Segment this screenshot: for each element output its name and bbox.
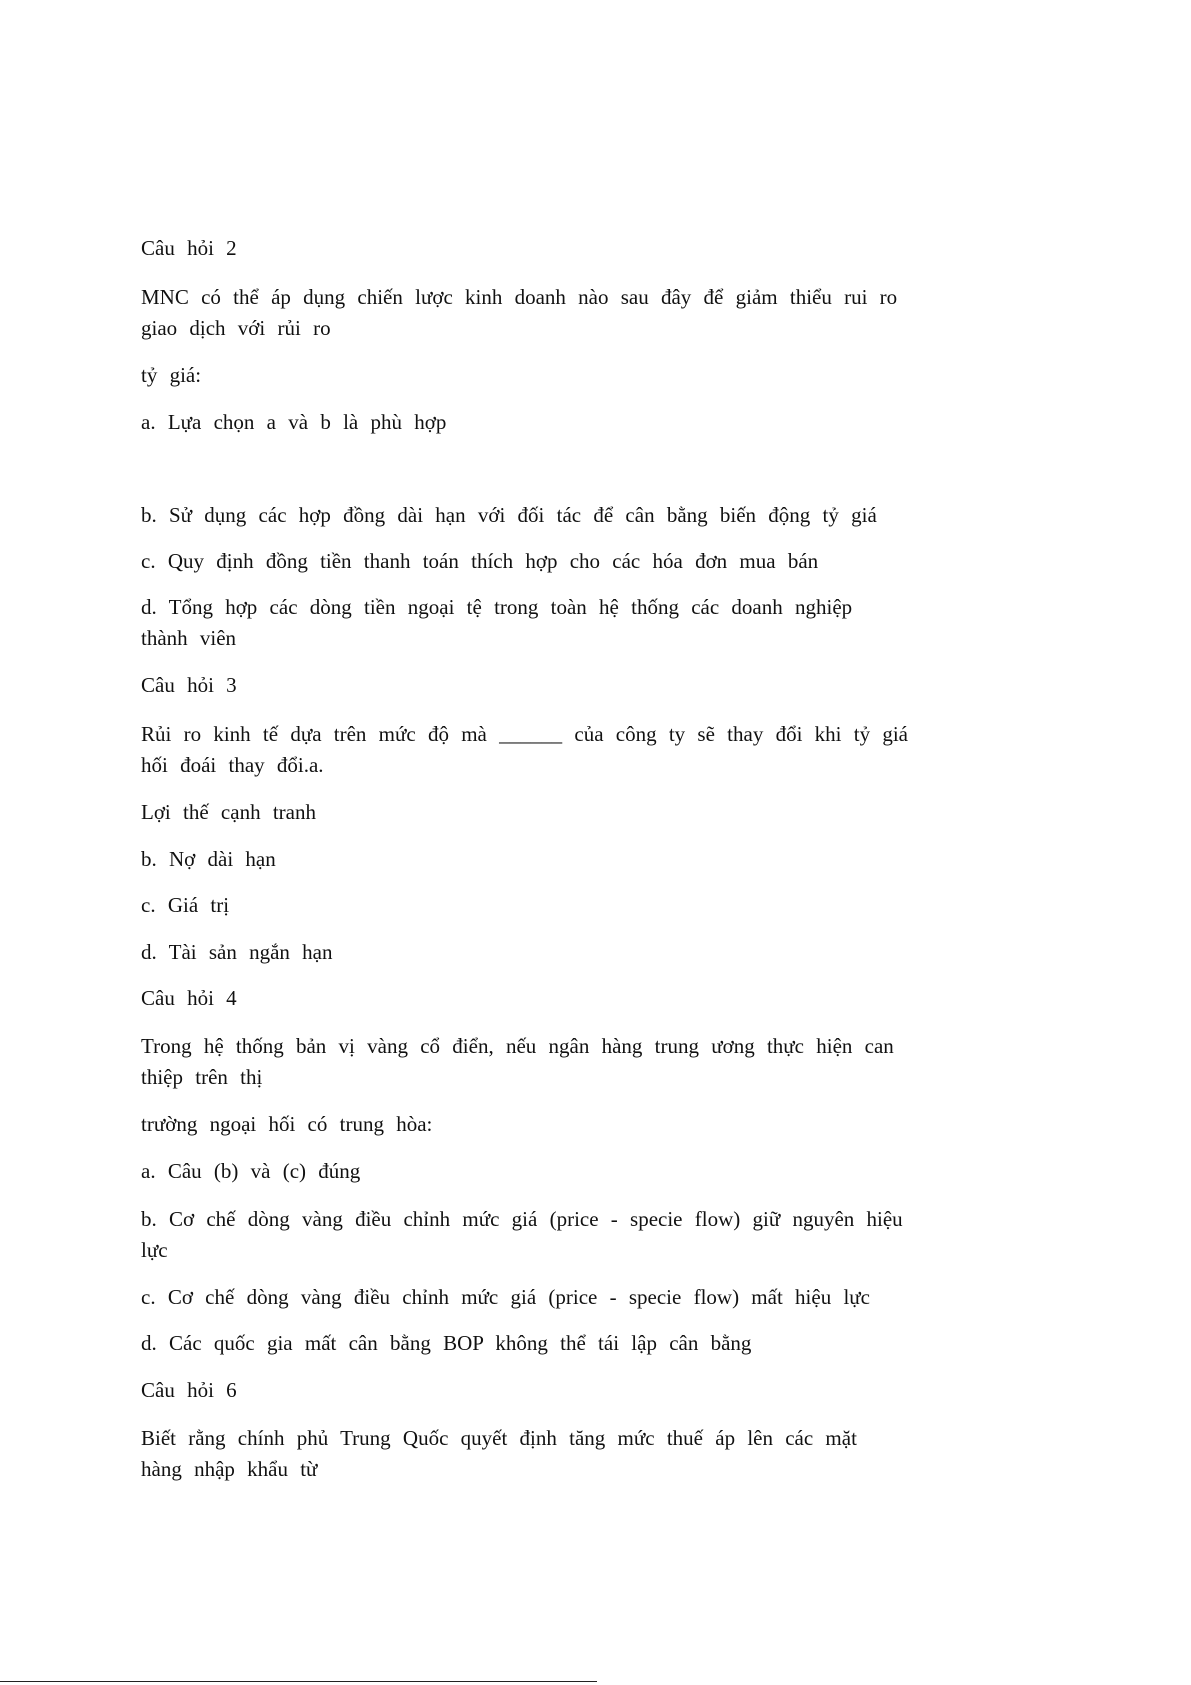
question-2-option-d-line-2: thành viên xyxy=(141,626,237,650)
question-2-stem-line-2: giao dịch với rủi ro xyxy=(141,316,331,340)
question-3-option-c: c. Giá trị xyxy=(141,893,230,917)
question-4-option-c: c. Cơ chế dòng vàng điều chỉnh mức giá (price - specie flow) mất hiệu lực xyxy=(141,1285,870,1309)
question-4-option-d: d. Các quốc gia mất cân bằng BOP không thể tái lập cân bằng xyxy=(141,1331,752,1355)
question-3-option-a: Lợi thế cạnh tranh xyxy=(141,800,316,824)
question-4-heading: Câu hỏi 4 xyxy=(141,986,237,1010)
question-4-stem-line-1: Trong hệ thống bản vị vàng cổ điển, nếu ngân hàng trung ương thực hiện can xyxy=(141,1034,894,1058)
question-4-option-a: a. Câu (b) và (c) đúng xyxy=(141,1159,361,1183)
question-3-stem-line-1: Rủi ro kinh tế dựa trên mức độ mà ______ của công ty sẽ thay đổi khi tỷ giá xyxy=(141,722,908,746)
question-6-stem-line-1: Biết rằng chính phủ Trung Quốc quyết định tăng mức thuế áp lên các mặt xyxy=(141,1426,857,1450)
question-2-option-b: b. Sử dụng các hợp đồng dài hạn với đối tác để cân bằng biến động tỷ giá xyxy=(141,503,877,527)
question-2-stem-line-3: tỷ giá: xyxy=(141,363,202,387)
question-2-heading: Câu hỏi 2 xyxy=(141,236,237,260)
question-2-option-d-line-1: d. Tổng hợp các dòng tiền ngoại tệ trong toàn hệ thống các doanh nghiệp xyxy=(141,595,853,619)
question-2-stem-line-1: MNC có thể áp dụng chiến lược kinh doanh nào sau đây để giảm thiểu rui ro xyxy=(141,285,898,309)
question-6-heading: Câu hỏi 6 xyxy=(141,1378,237,1402)
footer-divider xyxy=(0,1681,597,1682)
question-2-option-c: c. Quy định đồng tiền thanh toán thích hợp cho các hóa đơn mua bán xyxy=(141,549,819,573)
question-4-stem-line-2: thiệp trên thị xyxy=(141,1065,263,1089)
question-6-stem-line-2: hàng nhập khẩu từ xyxy=(141,1457,318,1481)
question-4-stem-line-3: trường ngoại hối có trung hòa: xyxy=(141,1112,433,1136)
question-3-stem-line-2: hối đoái thay đổi.a. xyxy=(141,753,324,777)
question-3-heading: Câu hỏi 3 xyxy=(141,673,237,697)
question-4-option-b-line-2: lực xyxy=(141,1238,168,1262)
question-3-option-b: b. Nợ dài hạn xyxy=(141,847,276,871)
question-3-option-d: d. Tài sản ngắn hạn xyxy=(141,940,333,964)
question-4-option-b-line-1: b. Cơ chế dòng vàng điều chỉnh mức giá (price - specie flow) giữ nguyên hiệu xyxy=(141,1207,903,1231)
question-2-option-a: a. Lựa chọn a và b là phù hợp xyxy=(141,410,447,434)
